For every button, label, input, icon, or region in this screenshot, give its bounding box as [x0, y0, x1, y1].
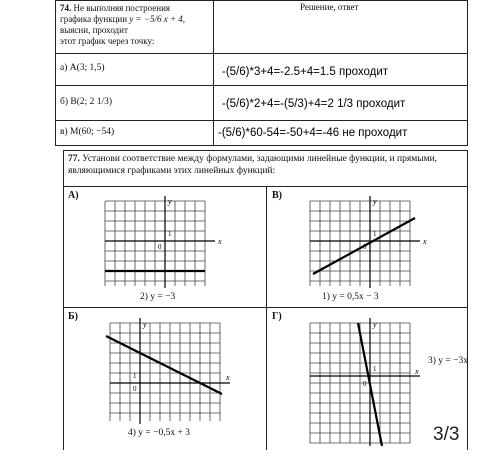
panel-b-letter: Б)	[68, 311, 78, 322]
graph-a-origin: 0	[158, 243, 162, 251]
task74-header-right: Решение, ответ	[300, 2, 359, 12]
graph-b-x-label: x	[226, 373, 230, 382]
graph-v-y-label: y	[373, 197, 377, 206]
panel-a-letter: А)	[68, 190, 79, 201]
graph-g-x-label: x	[415, 367, 419, 376]
graph-a-tick: 1	[168, 230, 172, 238]
graph-a-y-label: y	[168, 197, 172, 206]
task77-number: 77.	[68, 154, 80, 164]
task74-row-c-answer: -(5/6)*60-54=-50+4=-46 не проходит	[218, 127, 408, 139]
graph-g-caption: 3) y = −3x	[428, 356, 469, 366]
graph-v	[305, 196, 430, 291]
graph-g-y-label: y	[373, 320, 377, 329]
graph-b-tick: 1	[133, 372, 137, 380]
graph-a-x-label: x	[218, 237, 222, 246]
task74-row-b-label: б) B(2; 2 1/3)	[60, 97, 113, 107]
page-indicator: 3/3	[433, 424, 460, 445]
task74-row-b-answer: -(5/6)*2+4=-(5/3)+4=2 1/3 проходит	[222, 98, 406, 110]
task74-row-a-answer: -(5/6)*3+4=-2.5+4=1.5 проходит	[222, 66, 389, 78]
graph-v-origin: 0	[363, 243, 367, 251]
graph-v-x-label: x	[423, 237, 427, 246]
graph-b-origin: 0	[133, 385, 137, 393]
graph-b-line	[106, 336, 222, 394]
task74-row-c-label: в) M(60; −54)	[60, 127, 115, 137]
graph-b-caption: 4) y = −0,5x + 3	[128, 428, 190, 438]
graph-v-tick: 1	[373, 230, 377, 238]
graph-b-y-label: y	[143, 320, 147, 329]
graph-g	[305, 318, 430, 448]
panel-v-letter: В)	[272, 190, 282, 201]
graph-g-tick: 1	[373, 365, 377, 373]
graph-a-caption: 2) y = −3	[140, 292, 176, 302]
graph-g-origin: 0	[363, 380, 367, 388]
task74-prompt: 74. Не выполняя построения графика функции y = −5/6 x + 4, выясни, проходит этот график через точку:	[60, 3, 186, 46]
task74-row-a-label: а) A(3; 1,5)	[60, 63, 105, 73]
panel-g-letter: Г)	[272, 311, 282, 322]
task74-function: y = −5/6 x + 4,	[129, 14, 186, 24]
graph-v-caption: 1) y = 0,5x − 3	[322, 292, 379, 302]
task77-prompt: 77. Установи соответствие между формулами, задающими линейные функции, и прямыми, являющимися графиками этих линейных функций:	[68, 154, 438, 176]
task74-number: 74.	[60, 3, 72, 13]
graph-b	[100, 318, 235, 426]
graph-a	[100, 196, 225, 291]
